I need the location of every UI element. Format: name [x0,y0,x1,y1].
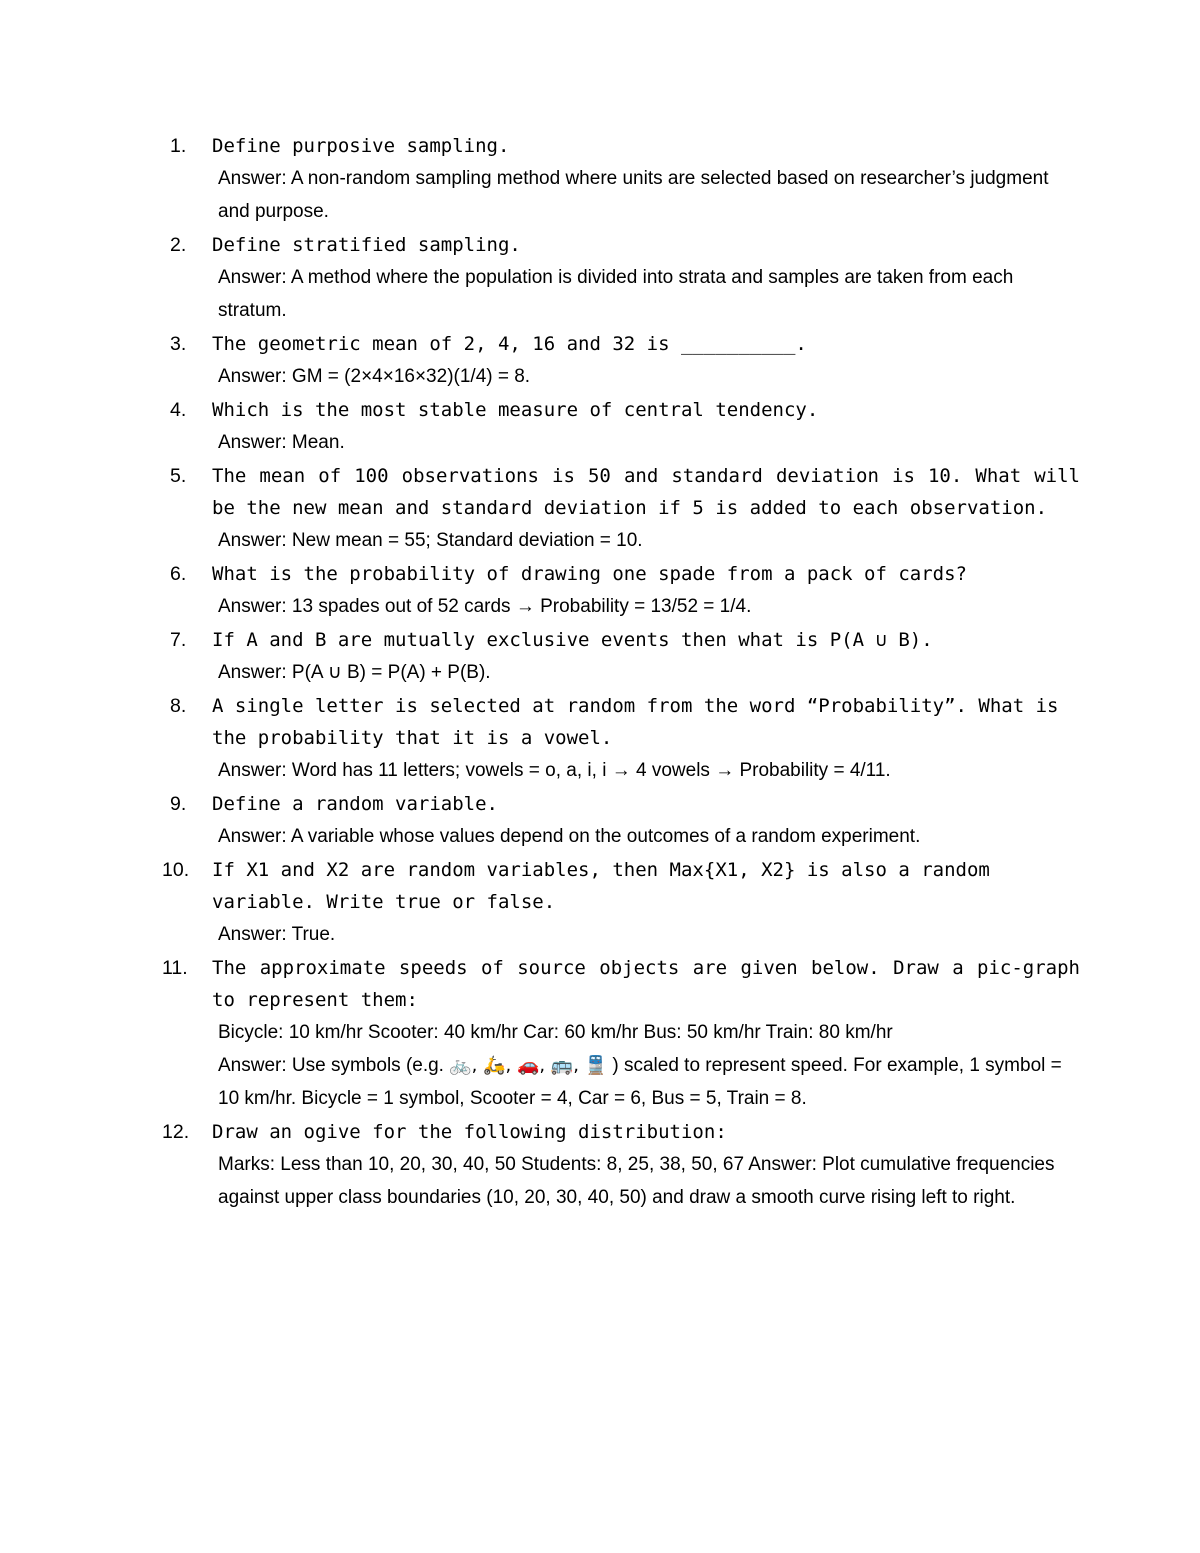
list-item [170,624,1080,689]
answer-text: Answer: A non-random sampling method where units are selected based on researcher’s judgment and purpose. [218,168,1049,222]
answer-suffix: ) scaled to represent speed. For example, 1 symbol = 10 km/hr. Bicycle = 1 symbol, Scooter = 4, Car = 6, Bus = 5, Train = 8. [218,1055,1062,1109]
question-list [170,130,1080,1214]
answer-text [212,1049,1080,1115]
list-item [170,788,1080,853]
question-text: The approximate speeds of source objects are given below. Draw a pic-graph to represent them: [212,957,1080,1011]
question-text: If X1 and X2 are random variables, then Max{X1, X2} is also a random variable. Write true or false. [212,859,990,913]
question-text: Which is the most stable measure of central tendency. [212,399,819,421]
question-text: The mean of 100 observations is 50 and standard deviation is 10. What will be the new mean and standard deviation if 5 is added to each observation. [212,465,1080,519]
question-text: Draw an ogive for the following distribution: [212,1121,727,1143]
list-item [170,690,1080,787]
list-item [170,394,1080,459]
answer-text: Answer: P(A ∪ B) = P(A) + P(B). [218,662,491,683]
answer-text: Answer: Mean. [218,432,345,453]
answer-prefix: Answer: Use symbols (e.g. [218,1055,450,1076]
answer-text: Answer: A variable whose values depend on the outcomes of a random experiment. [218,826,921,847]
question-text: The geometric mean of 2, 4, 16 and 32 is __________. [212,333,807,355]
question-text: What is the probability of drawing one spade from a pack of cards? [212,563,967,585]
list-item [170,130,1080,228]
list-item [170,328,1080,393]
answer-text: Answer: New mean = 55; Standard deviation = 10. [218,530,643,551]
transport-symbols-icon: 🚲, 🛵, 🚗, 🚌, 🚆 [449,1055,608,1076]
question-text: A single letter is selected at random from the word “Probability”. What is the probability that it is a vowel. [212,695,1059,749]
list-item [170,229,1080,327]
answer-text: Answer: GM = (2×4×16×32)(1/4) = 8. [218,366,531,387]
question-data-line: Bicycle: 10 km/hr Scooter: 40 km/hr Car: 60 km/hr Bus: 50 km/hr Train: 80 km/hr [218,1022,893,1043]
question-text: If A and B are mutually exclusive events then what is P(A ∪ B). [212,629,933,651]
list-item [170,952,1080,1115]
list-item [170,558,1080,623]
answer-text: Answer: A method where the population is divided into strata and samples are taken from each stratum. [218,267,1014,321]
question-text: Define purposive sampling. [212,135,510,157]
answer-text: Marks: Less than 10, 20, 30, 40, 50 Students: 8, 25, 38, 50, 67 Answer: Plot cumulative frequencies against upper class boundaries (10, 20, 30, 40, 50) and draw a smooth curve rising left to right. [218,1154,1055,1208]
question-text: Define stratified sampling. [212,234,521,256]
question-text: Define a random variable. [212,793,498,815]
answer-text: Answer: 13 spades out of 52 cards → Probability = 13/52 = 1/4. [218,596,752,617]
answer-text: Answer: Word has 11 letters; vowels = o, a, i, i → 4 vowels → Probability = 4/11. [218,760,891,781]
answer-text: Answer: True. [218,924,336,945]
list-item [170,1116,1080,1214]
list-item [170,460,1080,557]
list-item [170,854,1080,951]
